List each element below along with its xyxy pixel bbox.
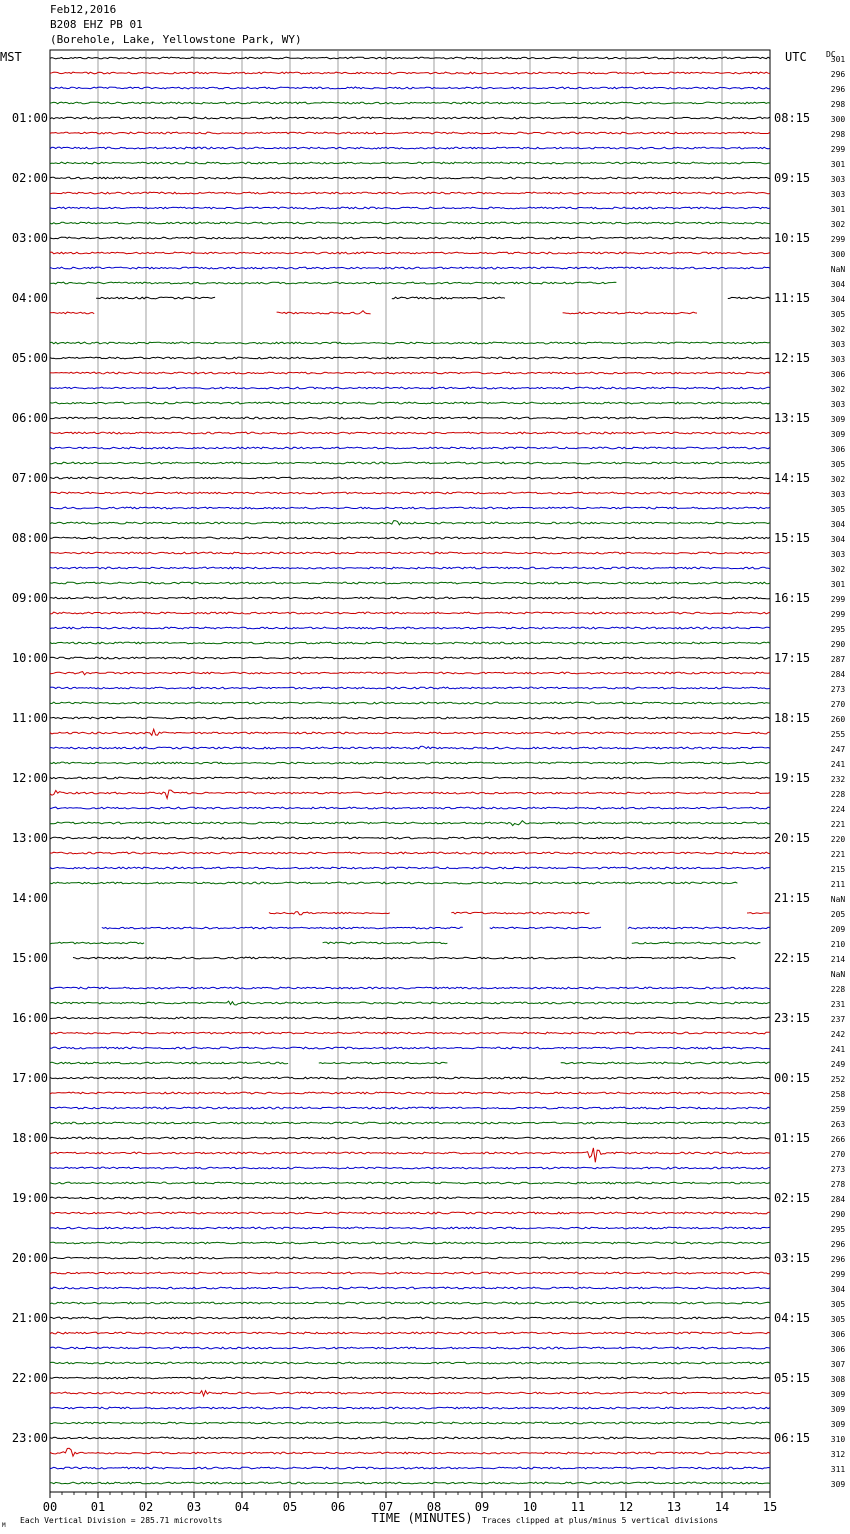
mst-hour-label: 22:00 <box>11 1371 48 1385</box>
plot-frame <box>50 50 770 1492</box>
seismic-trace <box>50 492 770 494</box>
dc-value-label: 228 <box>830 790 846 799</box>
seismic-trace <box>50 1347 770 1349</box>
dc-value-label: 249 <box>830 1060 846 1069</box>
seismic-trace <box>50 117 770 119</box>
dc-value-label: 237 <box>830 1015 846 1024</box>
utc-hour-label: 15:15 <box>774 531 811 545</box>
x-tick-label: 07 <box>378 1500 394 1514</box>
dc-value-label: 232 <box>830 775 846 784</box>
dc-value-label: 295 <box>830 1225 846 1234</box>
utc-hour-label: 18:15 <box>774 711 811 725</box>
utc-hour-label: 12:15 <box>774 351 811 365</box>
seismic-trace <box>50 582 770 584</box>
mst-hour-label: 07:00 <box>11 471 48 485</box>
seismic-trace <box>50 1182 770 1184</box>
seismic-trace <box>50 777 770 779</box>
utc-axis-label: UTC <box>785 50 807 64</box>
dc-value-label: 305 <box>830 460 846 469</box>
clip-note: Traces clipped at plus/minus 5 vertical divisions <box>482 1516 719 1525</box>
utc-hour-label: 21:15 <box>774 891 811 905</box>
dc-value-label: 273 <box>830 1165 846 1174</box>
trace-group <box>50 57 770 1484</box>
mst-hour-label: 09:00 <box>11 591 48 605</box>
seismic-trace <box>50 1422 770 1424</box>
dc-value-label: 260 <box>830 715 846 724</box>
utc-hour-label: 08:15 <box>774 111 811 125</box>
seismic-trace <box>50 282 616 284</box>
chart-grid <box>50 50 770 1498</box>
seismic-trace <box>50 1362 770 1364</box>
seismic-trace <box>50 790 770 798</box>
seismic-trace <box>50 567 770 569</box>
x-tick-label: 06 <box>330 1500 346 1514</box>
scale-note: Each Vertical Division = 285.71 microvolts <box>20 1516 223 1525</box>
dc-value-label: 299 <box>830 145 846 154</box>
dc-value-label: 287 <box>830 655 846 664</box>
utc-hour-label: 11:15 <box>774 291 811 305</box>
seismic-trace <box>50 762 770 764</box>
dc-value-label: 311 <box>830 1465 846 1474</box>
dc-value-label: 284 <box>830 670 846 679</box>
dc-value-label: 304 <box>830 520 846 529</box>
seismic-trace <box>50 987 770 989</box>
mst-axis-label: MST <box>0 50 22 64</box>
station-label: B208 EHZ PB 01 <box>50 18 143 31</box>
dc-value-label: 241 <box>830 760 846 769</box>
dc-value-label: 263 <box>830 1120 846 1129</box>
mst-hour-label: 11:00 <box>11 711 48 725</box>
seismic-trace <box>50 1287 770 1289</box>
utc-hour-label: 09:15 <box>774 171 811 185</box>
x-tick-label: 11 <box>570 1500 586 1514</box>
seismic-trace <box>50 267 770 269</box>
mst-hour-label: 18:00 <box>11 1131 48 1145</box>
seismic-trace <box>50 207 770 209</box>
x-tick-label: 10 <box>522 1500 538 1514</box>
mst-hour-label: 12:00 <box>11 771 48 785</box>
dc-value-label: 295 <box>830 625 846 634</box>
seismic-trace <box>50 1257 770 1259</box>
seismic-trace <box>50 1482 770 1484</box>
x-tick-label: 05 <box>282 1500 298 1514</box>
seismic-trace <box>50 746 770 749</box>
seismic-trace <box>50 1391 770 1396</box>
seismic-trace <box>269 912 770 915</box>
seismic-trace <box>50 72 770 74</box>
seismic-trace <box>50 867 770 869</box>
x-tick-label: 14 <box>714 1500 730 1514</box>
dc-value-label: 299 <box>830 595 846 604</box>
mst-hour-label: 21:00 <box>11 1311 48 1325</box>
chart-labels <box>0 50 845 1529</box>
dc-value-label: NaN <box>830 265 846 274</box>
seismic-trace <box>50 57 770 59</box>
dc-value-label: 309 <box>830 1390 846 1399</box>
seismic-trace <box>50 642 770 644</box>
dc-value-label: 309 <box>830 1405 846 1414</box>
mst-hour-label: 03:00 <box>11 231 48 245</box>
seismic-trace <box>50 687 770 689</box>
seismic-trace <box>50 1227 770 1229</box>
x-tick-label: 01 <box>90 1500 106 1514</box>
seismic-trace <box>50 1212 770 1214</box>
dc-value-label: 309 <box>830 1480 846 1489</box>
utc-hour-label: 22:15 <box>774 951 811 965</box>
dc-value-label: 290 <box>830 1210 846 1219</box>
dc-value-label: 205 <box>830 910 846 919</box>
seismic-trace <box>50 597 770 599</box>
seismic-trace <box>50 1001 770 1005</box>
mst-hour-label: 17:00 <box>11 1071 48 1085</box>
utc-hour-label: 16:15 <box>774 591 811 605</box>
dc-value-label: 210 <box>830 940 846 949</box>
seismic-trace <box>50 87 770 89</box>
seismic-trace <box>102 927 770 929</box>
dc-value-label: NaN <box>830 895 846 904</box>
seismic-trace <box>50 162 770 164</box>
seismic-trace <box>50 357 770 359</box>
mst-hour-label: 02:00 <box>11 171 48 185</box>
dc-value-label: 301 <box>830 205 846 214</box>
mst-hour-label: 06:00 <box>11 411 48 425</box>
dc-value-label: 300 <box>830 115 846 124</box>
dc-value-label: 306 <box>830 370 846 379</box>
seismic-trace <box>50 1062 770 1064</box>
x-tick-label: 15 <box>762 1500 778 1514</box>
dc-value-label: 241 <box>830 1045 846 1054</box>
dc-value-label: 215 <box>830 865 846 874</box>
seismic-trace <box>50 807 770 809</box>
dc-value-label: 299 <box>830 235 846 244</box>
utc-hour-label: 03:15 <box>774 1251 811 1265</box>
seismic-trace <box>50 521 770 525</box>
seismic-trace <box>50 942 760 944</box>
dc-value-label: 220 <box>830 835 846 844</box>
x-tick-label: 09 <box>474 1500 490 1514</box>
seismic-trace <box>50 1032 770 1034</box>
dc-value-label: 296 <box>830 70 846 79</box>
dc-value-label: 302 <box>830 325 846 334</box>
seismic-trace <box>50 717 770 719</box>
seismic-trace <box>50 882 737 884</box>
mst-hour-label: 13:00 <box>11 831 48 845</box>
dc-value-label: 305 <box>830 1315 846 1324</box>
dc-value-label: 270 <box>830 700 846 709</box>
seismic-trace <box>50 1448 770 1456</box>
dc-value-label: 299 <box>830 610 846 619</box>
dc-value-label: 252 <box>830 1075 846 1084</box>
seismic-trace <box>50 432 770 434</box>
seismic-trace <box>50 342 770 344</box>
seismic-trace <box>50 1167 770 1169</box>
seismic-trace <box>50 702 770 704</box>
dc-value-label: NaN <box>830 970 846 979</box>
seismic-trace <box>50 252 770 254</box>
seismic-trace <box>50 1242 770 1244</box>
seismic-trace <box>50 852 770 854</box>
x-tick-label: 04 <box>234 1500 250 1514</box>
x-tick-label: 00 <box>42 1500 58 1514</box>
seismic-trace <box>50 372 770 374</box>
dc-value-label: 290 <box>830 640 846 649</box>
seismic-trace <box>50 821 770 826</box>
seismic-trace <box>50 537 770 539</box>
seismic-trace <box>50 147 770 149</box>
seismic-trace <box>50 1302 770 1304</box>
x-tick-label: 12 <box>618 1500 634 1514</box>
utc-hour-label: 01:15 <box>774 1131 811 1145</box>
dc-value-label: 309 <box>830 415 846 424</box>
dc-value-label: 303 <box>830 355 846 364</box>
dc-value-label: 303 <box>830 490 846 499</box>
seismic-trace <box>50 1407 770 1409</box>
dc-value-label: 296 <box>830 85 846 94</box>
dc-value-label: 304 <box>830 295 846 304</box>
dc-value-label: 304 <box>830 280 846 289</box>
seismic-trace <box>50 1122 770 1124</box>
dc-value-label: 266 <box>830 1135 846 1144</box>
dc-value-label: 309 <box>830 1420 846 1429</box>
dc-value-label: 306 <box>830 445 846 454</box>
dc-value-label: 303 <box>830 190 846 199</box>
dc-value-label: 242 <box>830 1030 846 1039</box>
seismic-trace <box>50 132 770 134</box>
mst-hour-label: 08:00 <box>11 531 48 545</box>
utc-hour-label: 19:15 <box>774 771 811 785</box>
seismic-trace <box>50 402 770 404</box>
dc-header-label: DC <box>826 50 836 59</box>
corner-mark: M <box>2 1522 6 1529</box>
mst-hour-label: 05:00 <box>11 351 48 365</box>
seismic-trace <box>50 672 770 675</box>
dc-value-label: 301 <box>830 580 846 589</box>
mst-hour-label: 01:00 <box>11 111 48 125</box>
seismic-trace <box>50 1377 770 1379</box>
seismic-trace <box>50 1437 770 1439</box>
dc-value-label: 301 <box>830 55 846 64</box>
utc-hour-label: 10:15 <box>774 231 811 245</box>
dc-value-label: 273 <box>830 685 846 694</box>
dc-value-label: 211 <box>830 880 846 889</box>
dc-value-label: 255 <box>830 730 846 739</box>
dc-value-label: 303 <box>830 400 846 409</box>
dc-value-label: 304 <box>830 1285 846 1294</box>
dc-value-label: 209 <box>830 925 846 934</box>
dc-value-label: 310 <box>830 1435 846 1444</box>
dc-value-label: 278 <box>830 1180 846 1189</box>
dc-value-label: 306 <box>830 1345 846 1354</box>
x-tick-label: 08 <box>426 1500 442 1514</box>
seismic-trace <box>96 297 770 299</box>
x-tick-label: 03 <box>186 1500 202 1514</box>
dc-value-label: 298 <box>830 130 846 139</box>
dc-value-label: 258 <box>830 1090 846 1099</box>
dc-value-label: 305 <box>830 505 846 514</box>
location-label: (Borehole, Lake, Yellowstone Park, WY) <box>50 33 302 46</box>
seismic-trace <box>50 477 770 479</box>
seismic-trace <box>50 1107 770 1109</box>
seismic-trace <box>50 1467 770 1469</box>
dc-value-label: 299 <box>830 1270 846 1279</box>
dc-value-label: 303 <box>830 340 846 349</box>
mst-hour-label: 16:00 <box>11 1011 48 1025</box>
dc-value-label: 312 <box>830 1450 846 1459</box>
utc-hour-label: 05:15 <box>774 1371 811 1385</box>
dc-value-label: 305 <box>830 1300 846 1309</box>
dc-value-label: 221 <box>830 820 846 829</box>
dc-value-label: 302 <box>830 475 846 484</box>
dc-value-label: 298 <box>830 100 846 109</box>
dc-value-label: 259 <box>830 1105 846 1114</box>
seismic-trace <box>50 657 770 659</box>
dc-value-label: 224 <box>830 805 846 814</box>
dc-value-label: 214 <box>830 955 846 964</box>
dc-value-label: 305 <box>830 310 846 319</box>
seismic-trace <box>50 417 770 419</box>
seismic-trace <box>50 1197 770 1199</box>
mst-hour-label: 14:00 <box>11 891 48 905</box>
dc-value-label: 309 <box>830 430 846 439</box>
mst-hour-label: 19:00 <box>11 1191 48 1205</box>
seismic-trace <box>50 1092 770 1094</box>
dc-value-label: 303 <box>830 550 846 559</box>
dc-value-label: 308 <box>830 1375 846 1384</box>
seismic-trace <box>50 837 770 839</box>
dc-value-label: 231 <box>830 1000 846 1009</box>
dc-value-label: 228 <box>830 985 846 994</box>
seismic-trace <box>50 387 770 389</box>
dc-value-label: 296 <box>830 1255 846 1264</box>
dc-value-label: 284 <box>830 1195 846 1204</box>
seismic-trace <box>50 729 770 735</box>
dc-value-label: 306 <box>830 1330 846 1339</box>
utc-hour-label: 04:15 <box>774 1311 811 1325</box>
seismic-trace <box>50 1148 770 1162</box>
seismic-trace <box>50 311 697 314</box>
utc-hour-label: 02:15 <box>774 1191 811 1205</box>
mst-hour-label: 15:00 <box>11 951 48 965</box>
dc-value-label: 302 <box>830 565 846 574</box>
utc-hour-label: 23:15 <box>774 1011 811 1025</box>
dc-value-label: 303 <box>830 175 846 184</box>
seismic-trace <box>50 1317 770 1319</box>
seismic-trace <box>50 1332 770 1334</box>
utc-hour-label: 06:15 <box>774 1431 811 1445</box>
dc-value-label: 270 <box>830 1150 846 1159</box>
seismic-trace <box>50 507 770 509</box>
seismic-trace <box>50 1047 770 1049</box>
seismic-trace <box>50 627 770 629</box>
x-axis-label: TIME (MINUTES) <box>371 1511 473 1525</box>
seismic-trace <box>50 177 770 179</box>
dc-value-label: 302 <box>830 385 846 394</box>
seismic-trace <box>50 1017 770 1019</box>
seismic-trace <box>50 612 770 614</box>
mst-hour-label: 04:00 <box>11 291 48 305</box>
seismic-trace <box>50 237 770 239</box>
x-tick-label: 02 <box>138 1500 154 1514</box>
utc-hour-label: 14:15 <box>774 471 811 485</box>
seismic-trace <box>50 552 770 554</box>
utc-hour-label: 17:15 <box>774 651 811 665</box>
seismic-trace <box>50 1272 770 1274</box>
seismic-trace <box>73 957 735 959</box>
dc-value-label: 301 <box>830 160 846 169</box>
mst-hour-label: 20:00 <box>11 1251 48 1265</box>
seismic-trace <box>50 192 770 194</box>
seismic-trace <box>50 1137 770 1139</box>
mst-hour-label: 10:00 <box>11 651 48 665</box>
utc-hour-label: 20:15 <box>774 831 811 845</box>
dc-value-label: 296 <box>830 1240 846 1249</box>
mst-hour-label: 23:00 <box>11 1431 48 1445</box>
dc-value-label: 247 <box>830 745 846 754</box>
date-label: Feb12,2016 <box>50 3 117 16</box>
dc-value-label: 221 <box>830 850 846 859</box>
dc-value-label: 302 <box>830 220 846 229</box>
utc-hour-label: 13:15 <box>774 411 811 425</box>
x-tick-label: 13 <box>666 1500 682 1514</box>
seismic-trace <box>50 462 770 464</box>
seismic-trace <box>50 447 770 449</box>
seismic-trace <box>50 222 770 224</box>
dc-value-label: 304 <box>830 535 846 544</box>
dc-value-label: 300 <box>830 250 846 259</box>
seismic-trace <box>50 102 770 104</box>
dc-value-label: 307 <box>830 1360 846 1369</box>
seismic-trace <box>50 1077 770 1079</box>
utc-hour-label: 00:15 <box>774 1071 811 1085</box>
